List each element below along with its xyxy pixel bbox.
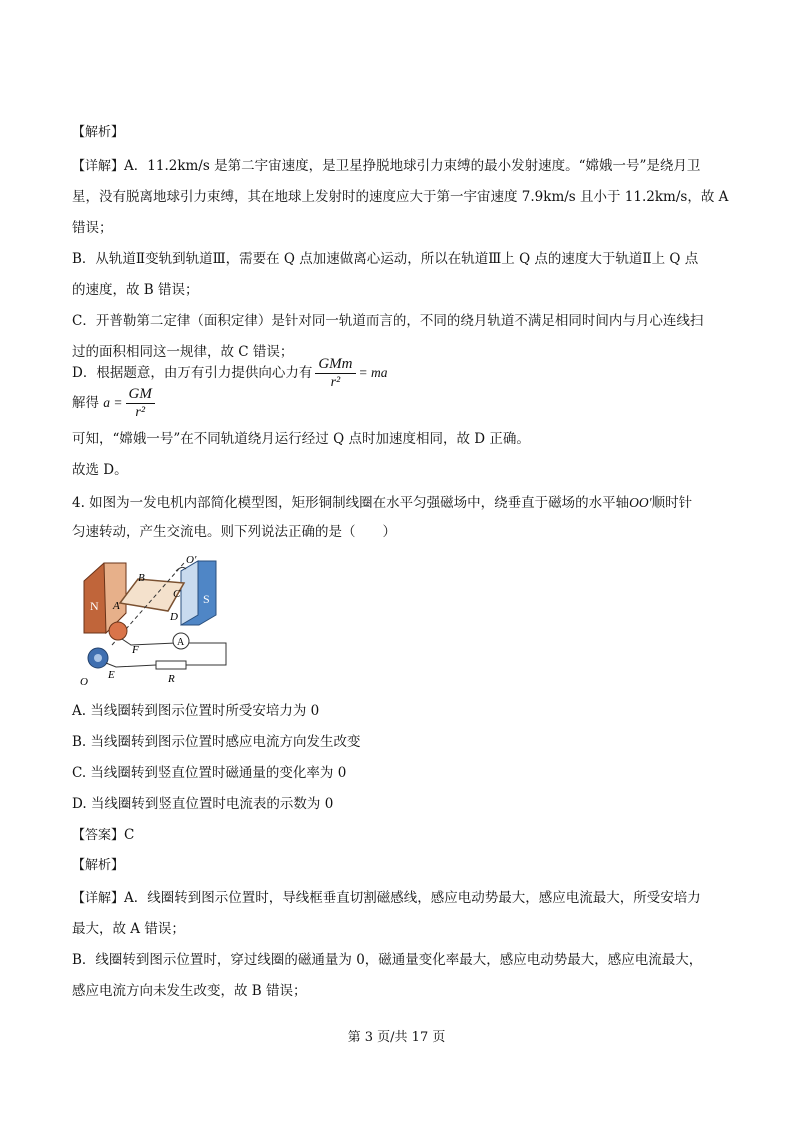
- label-O: O: [80, 676, 88, 688]
- label-D: D: [170, 611, 178, 623]
- label-B: B: [138, 572, 145, 584]
- jiexi-label: 【解析】: [72, 125, 125, 140]
- answer-line: 【答案】C: [72, 827, 135, 843]
- label-C: C: [173, 588, 181, 600]
- label-R: R: [168, 673, 175, 685]
- option-c: C. 当线圈转到竖直位置时磁通量的变化率为 0: [72, 765, 347, 781]
- answer-value: C: [124, 827, 135, 843]
- fraction: $\frac{\text{GMm}}{\text{r²}}$: [315, 356, 355, 391]
- explain-line: 感应电流方向未发生改变，故 B 错误；: [72, 983, 307, 999]
- axis-symbol: OO′: [629, 495, 652, 510]
- label-F: F: [132, 644, 139, 656]
- explain-line: 星，没有脱离地球引力束缚，其在地球上发射时的速度应大于第一宇宙速度 7.9km/s 且小于 11.2km/s，故 A: [72, 189, 729, 205]
- equation-line-2: 解得 a = $\frac{GM}{\text{r²}}$: [72, 386, 158, 421]
- question-4-stem: 4. 如图为一发电机内部简化模型图，矩形铜制线圈在水平匀强磁场中，绕垂直于磁场的水平轴OO′顺时针: [72, 495, 693, 511]
- label-S: S: [203, 592, 210, 606]
- circuit-wire: [106, 663, 156, 667]
- label-E: E: [108, 669, 115, 681]
- fraction: $\frac{GM}{\text{r²}}$: [126, 386, 155, 421]
- explain-line: 最大，故 A 错误；: [72, 921, 185, 937]
- explain-line: B．线圈转到图示位置时，穿过线圈的磁通量为 0，磁通量变化率最大，感应电动势最大，感应电流最大，: [72, 952, 703, 968]
- label-N: N: [90, 599, 99, 613]
- ammeter-label: A: [177, 637, 185, 648]
- generator-figure: [76, 553, 236, 688]
- resistor: [156, 661, 186, 669]
- equation-line-1: D．根据题意，由万有引力提供向心力有 $\frac{\text{GMm}}{\text{r²}}$ = ma: [72, 356, 388, 390]
- page-footer: 第 3 页/共 17 页: [347, 1030, 446, 1045]
- explain-line: B．从轨道Ⅱ变轨到轨道Ⅲ，需要在 Q 点加速做离心运动，所以在轨道Ⅲ上 Q 点的速度大于轨道Ⅱ上 Q 点: [72, 251, 699, 267]
- explain-line: 【详解】A．线圈转到图示位置时，导线框垂直切割磁感线，感应电动势最大，感应电流最大，所受安培力: [72, 890, 701, 906]
- explain-line: 故选 D。: [72, 462, 128, 478]
- slip-ring: [109, 622, 127, 640]
- xiangjie-label: 【详解】: [72, 891, 125, 906]
- explain-line: 【详解】A．11.2km/s 是第二宇宙速度，是卫星挣脱地球引力束缚的最小发射速度。“嫦娥一号”是绕月卫: [72, 158, 701, 174]
- option-b: B. 当线圈转到图示位置时感应电流方向发生改变: [72, 734, 361, 750]
- jiexi-label: 【解析】: [72, 858, 125, 873]
- explain-line: 过的面积相同这一规律，故 C 错误；: [72, 344, 294, 360]
- explain-line: 可知，“嫦娥一号”在不同轨道绕月运行经过 Q 点时加速度相同，故 D 正确。: [72, 431, 530, 447]
- question-4-stem: 匀速转动，产生交流电。则下列说法正确的是（ ）: [72, 524, 396, 540]
- explain-line: C．开普勒第二定律（面积定律）是针对同一轨道而言的，不同的绕月轨道不满足相同时间内与月心连线扫: [72, 313, 704, 329]
- option-d: D. 当线圈转到竖直位置时电流表的示数为 0: [72, 796, 334, 812]
- explain-line: 错误；: [72, 220, 113, 236]
- option-a: A. 当线圈转到图示位置时所受安培力为 0: [72, 703, 320, 719]
- explain-line: 的速度，故 B 错误；: [72, 282, 199, 298]
- label-O-prime: O′: [186, 554, 197, 566]
- label-A: A: [113, 600, 120, 612]
- xiangjie-label: 【详解】: [72, 159, 125, 174]
